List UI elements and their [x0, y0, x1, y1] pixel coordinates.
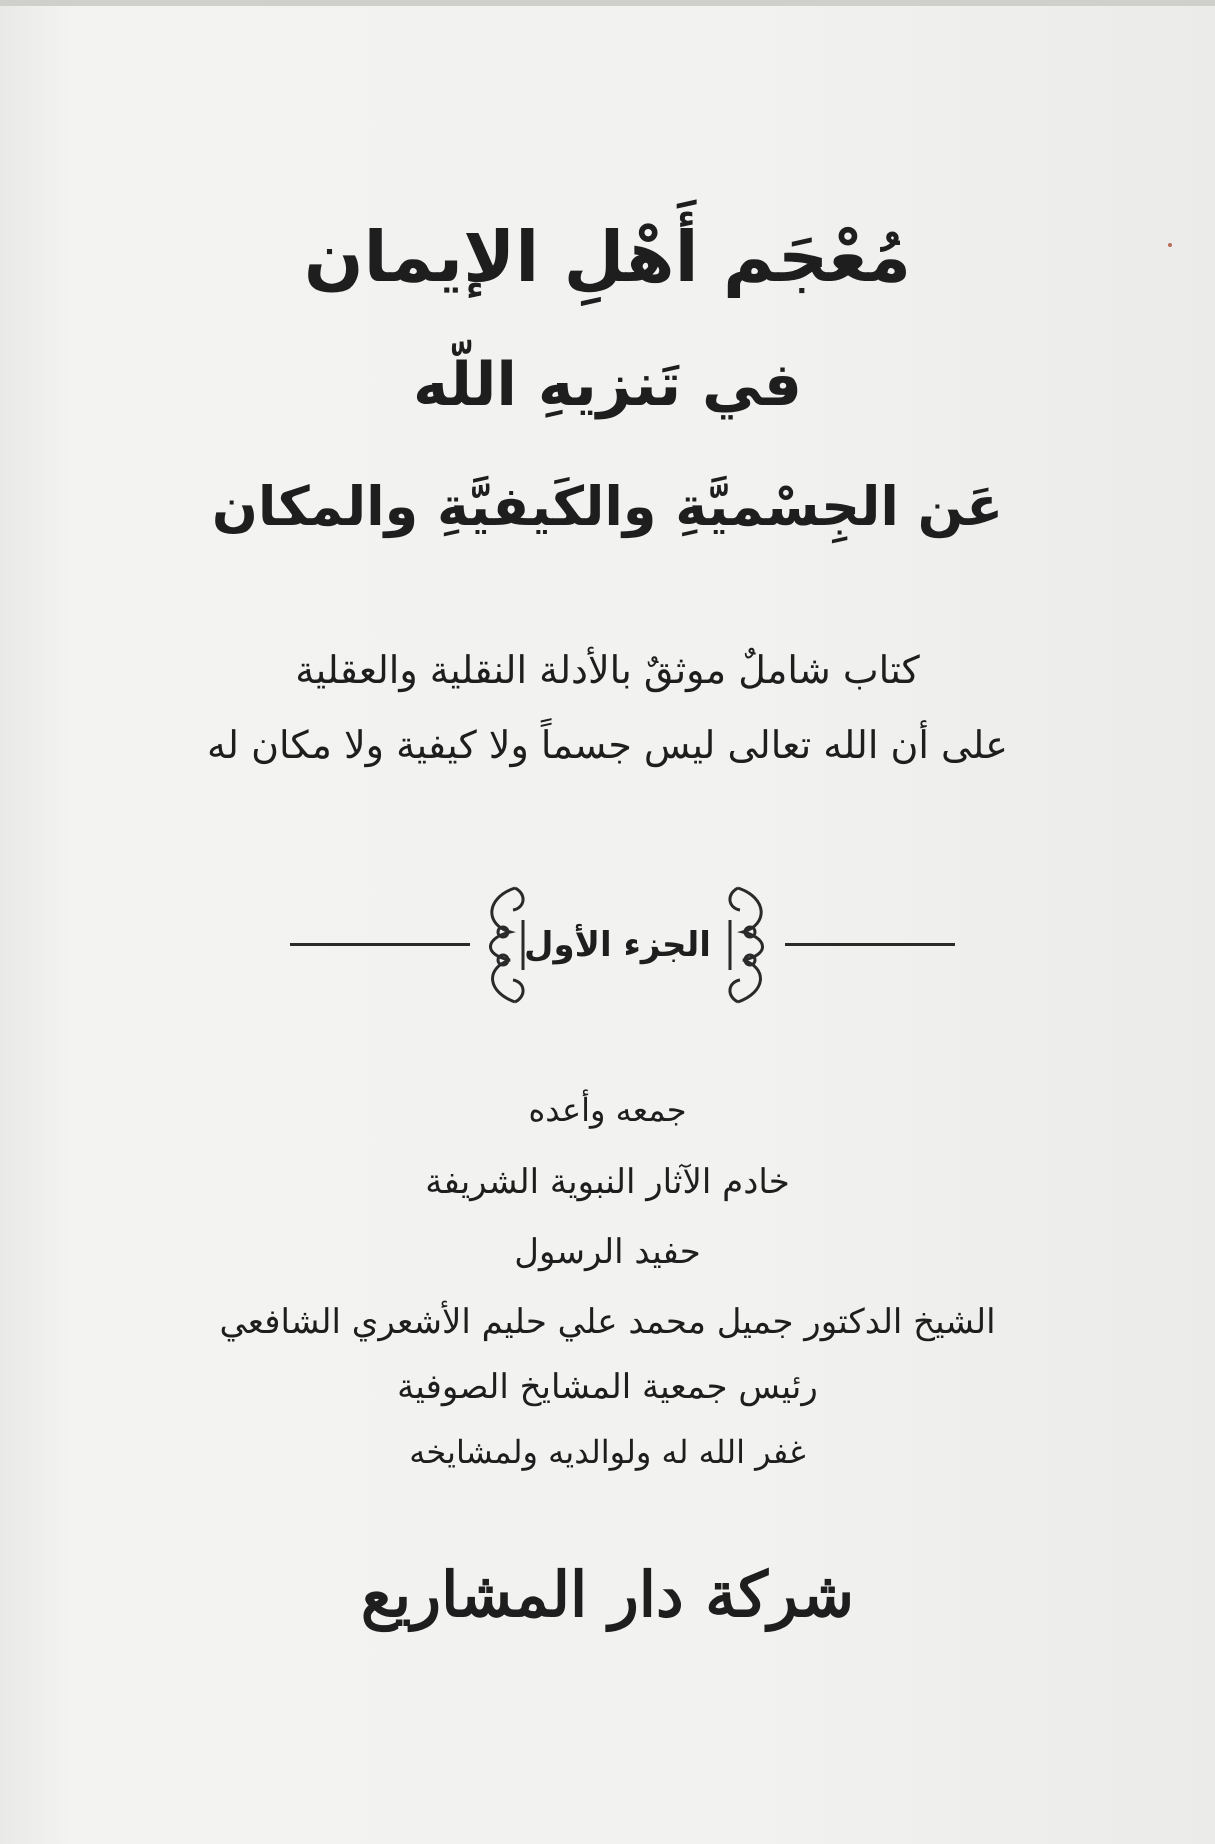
author-name: الشيخ الدكتور جميل محمد علي حليم الأشعري الشافعي: [219, 1302, 996, 1342]
divider-rule-left: [290, 943, 470, 946]
credit-line-4: رئيس جمعية المشايخ الصوفية: [397, 1367, 818, 1407]
part-divider: [0, 880, 1215, 1010]
book-title-line-3: عَن الجِسْميَّةِ والكَيفيَّةِ والمكان: [211, 475, 1004, 538]
part-label: الجزء الأول: [524, 925, 711, 965]
compiled-by: جمعه وأعده: [528, 1091, 687, 1129]
publisher-logo: شركة دار المشاريع: [360, 1558, 855, 1631]
flourish-right-icon: [718, 880, 788, 1010]
description-line-1: كتاب شاملٌ موثقٌ بالأدلة النقلية والعقلية: [295, 648, 920, 692]
book-title-line-1: مُعْجَم أَهْلِ الإيمان: [303, 216, 912, 298]
book-title-line-2: في تَنزيهِ اللّه: [412, 350, 802, 420]
credit-line-1: خادم الآثار النبوية الشريفة: [425, 1162, 790, 1202]
description-line-2: على أن الله تعالى ليس جسماً ولا كيفية ولا مكان له: [207, 723, 1008, 767]
credit-line-5: غفر الله له ولوالديه ولمشايخه: [409, 1433, 806, 1471]
credit-line-2: حفيد الرسول: [514, 1232, 701, 1272]
divider-rule-right: [785, 943, 955, 946]
